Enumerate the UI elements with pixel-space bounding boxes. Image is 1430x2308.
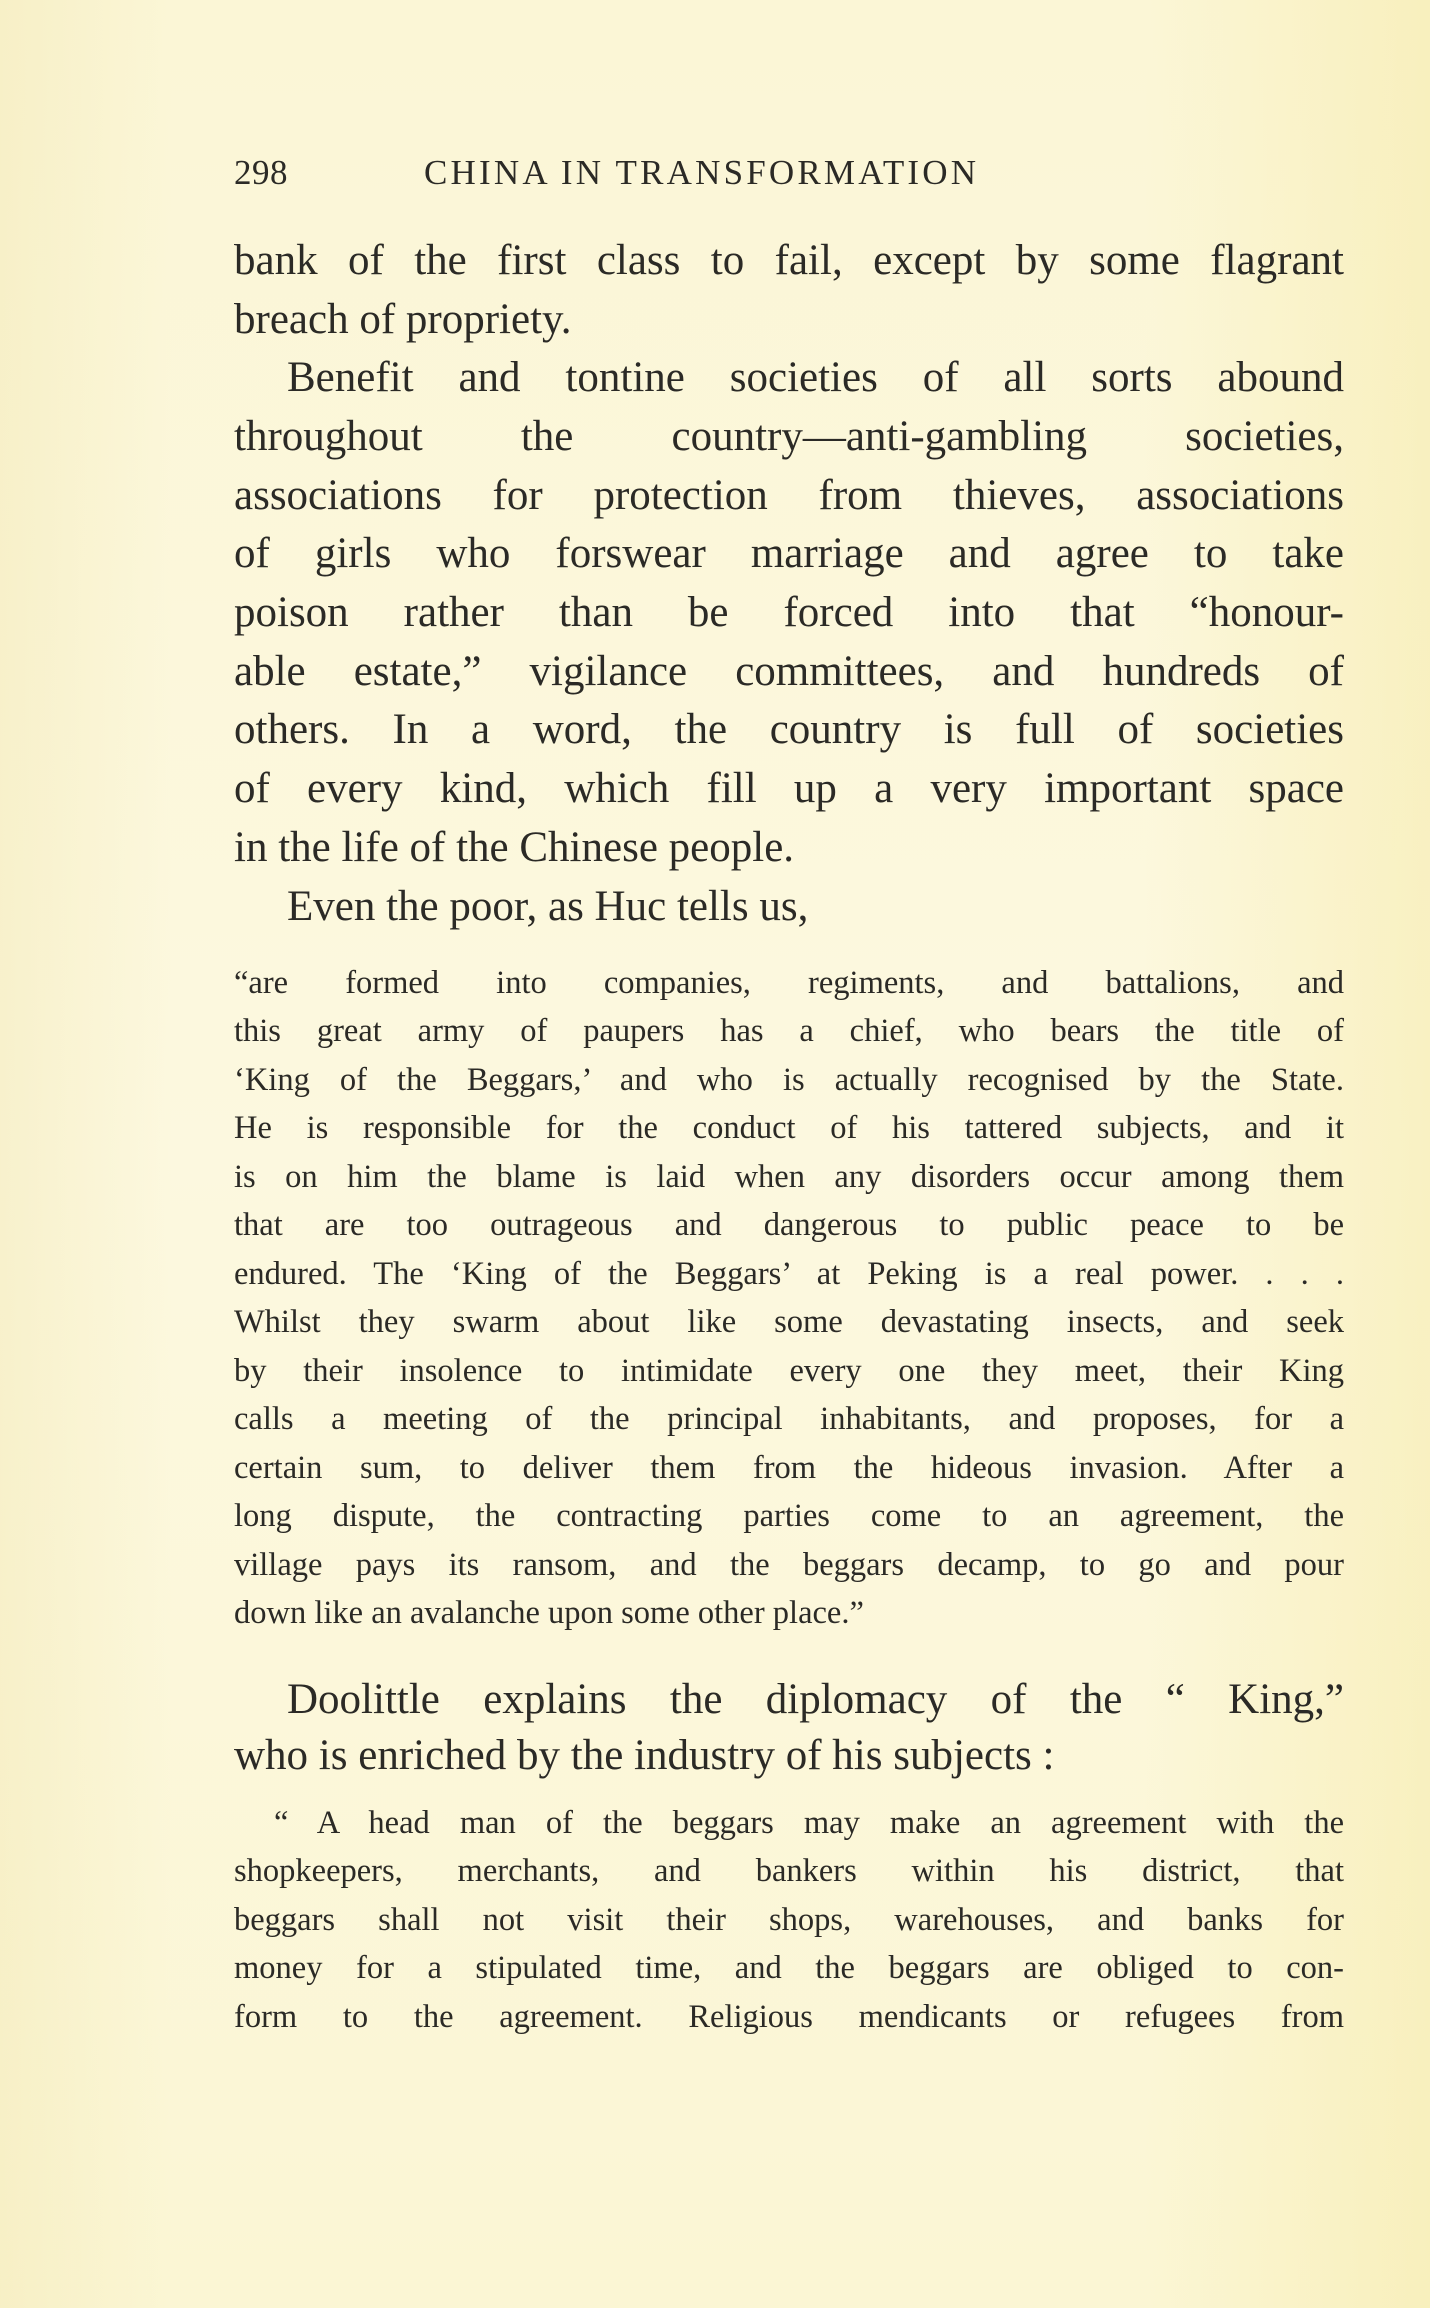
page-number: 298 [234, 153, 288, 192]
book-page: 298 CHINA IN TRANSFORMATION bank of the first class to fail, except by some flagrant breach of propriety. Benefit and tontine societies of all sorts abound throughout the country—anti-gambling societies, associations for protection from thieves, associations of girls who forswear marriage and agree to take poison rather than be forced into that “honour- able estate,” vigilance committees, and hundreds of others. In a word, the country is full of societies of every kind, which fill up a very important space in the life of the Chinese people. Even the poor, as Huc tells us, “are formed into companies, regiments, and battalions, and this great army of paupers has a chief, who bears the title of ‘King of the Beggars,’ and who is actually recognised by the State. He is responsible for the conduct of his tattered subjects, and it is on him the blame is laid when any disorders occur among them that are too outrageous and dangerous to public peace to be endured. The ‘King of the Beggars’ at Peking is a real power. . . . Whilst they swarm about like some devastating insects, and seek by their insolence to intimidate every one they meet, their King calls a meeting of the principal inhabitants, and proposes, for a certain sum, to deliver them from the hideous invasion. After a long dispute, the contracting parties come to an agreement, the village pays its ransom, and the beggars decamp, to go and pour down like an avalanche upon some other place.” Doolittle explains the diplomacy of the “ King,” who is enriched by the industry of his subjects : “ A head man of the beggars may make an agreement with the shopkeepers, merchants, and bankers within his district, that beggars shall not visit their shops, warehouses, and banks for money for a stipulated time, and the beggars are obliged to con- form to the agreement. Religious mendicants or refugees from [0, 0, 1430, 2308]
running-title: CHINA IN TRANSFORMATION [424, 153, 980, 192]
running-head [234, 148, 1344, 198]
